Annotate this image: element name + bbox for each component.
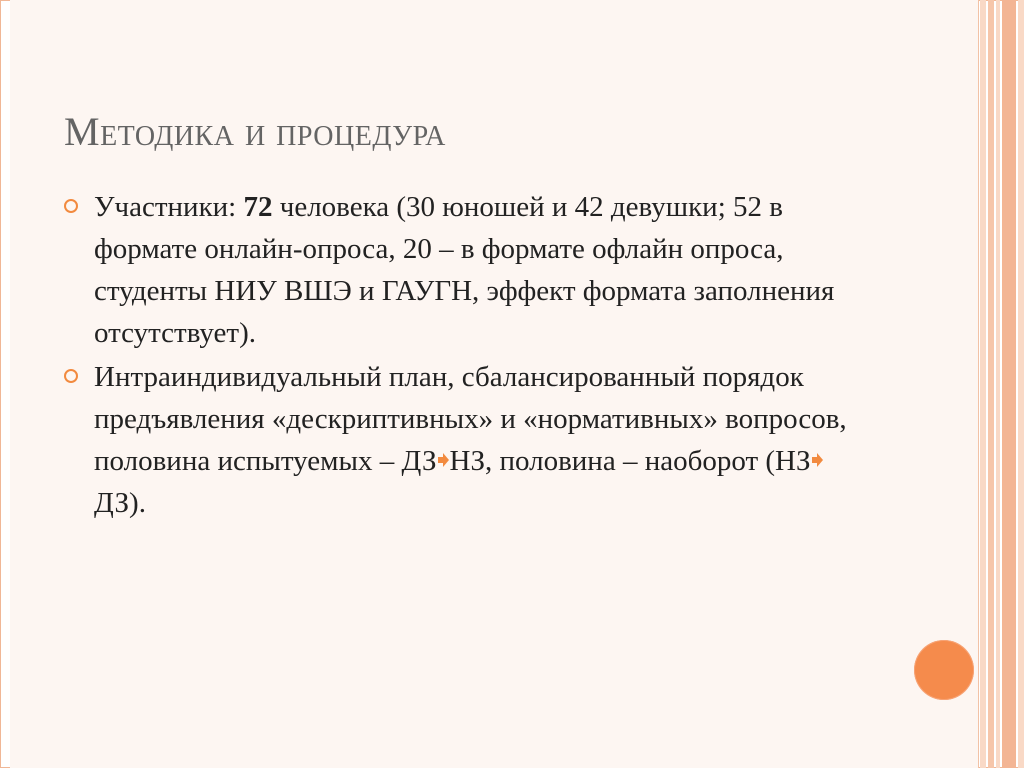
- design-text-part-3: ДЗ).: [94, 487, 146, 519]
- design-text-part-1: Интраиндивидуальный план, сбалансированный порядок предъявления «дескриптивных» и «нормативных» вопросов, половина испытуемых – ДЗ: [94, 361, 847, 477]
- decorative-stripe: [1018, 0, 1024, 768]
- bullet-design: [64, 356, 854, 524]
- decorative-stripe: [1002, 0, 1016, 768]
- participants-count: 72: [243, 191, 273, 223]
- slide-title: Методика и процедура: [64, 109, 446, 154]
- circle-bullet-icon: [64, 369, 78, 383]
- bullet-list: [64, 186, 854, 526]
- decorative-stripe: [988, 0, 994, 768]
- design-text-part-2: НЗ, половина – наоборот (НЗ: [449, 445, 811, 477]
- circle-bullet-icon: [64, 199, 78, 213]
- bullet-participants: [64, 186, 854, 354]
- right-arrow-icon: [437, 452, 450, 468]
- decorative-stripe: [980, 0, 986, 768]
- participants-details: человека (30 юношей и 42 девушки; 52 в формате онлайн-опроса, 20 – в формате офлайн опроса, студенты НИУ ВШЭ и ГАУГН, эффект формата заполнения отсутствует).: [94, 191, 835, 349]
- right-arrow-icon: [811, 452, 824, 468]
- decorative-circle: [914, 640, 974, 700]
- decorative-stripe: [996, 0, 1000, 768]
- participants-label: Участники:: [94, 191, 244, 223]
